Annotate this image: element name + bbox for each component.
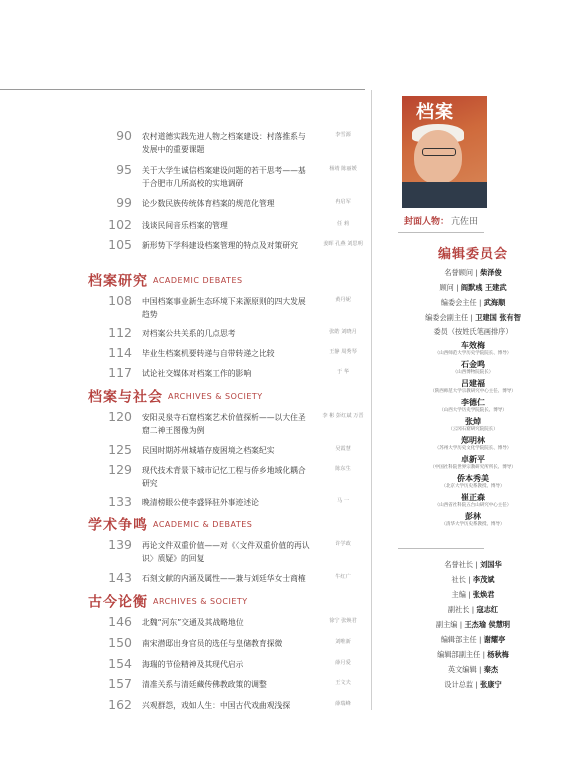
board-role-label: 编委会副主任 bbox=[425, 313, 469, 322]
toc-page-number: 105 bbox=[108, 237, 132, 252]
divider bbox=[398, 548, 484, 549]
board-role-row: 编委会主任 | 武海顺 bbox=[440, 298, 506, 307]
toc-title: 再论文件双重价值——对《〈文件双重价值的再认识〉质疑》的回复 bbox=[142, 541, 310, 563]
toc-page-number: 125 bbox=[108, 442, 132, 457]
board-role-names: 卫建国 张有智 bbox=[475, 313, 521, 322]
staff-names: 李茂斌 bbox=[472, 575, 495, 584]
toc-author: 冉启军 bbox=[335, 199, 351, 205]
toc-title: 海瑞的节俭精神及其现代启示 bbox=[142, 660, 244, 669]
staff-role: 编辑部副主任 bbox=[437, 650, 481, 659]
toc-title: 兴观群怨，戏如人生：中国古代戏曲观浅探 bbox=[142, 701, 291, 710]
board-member-name: 车效梅 bbox=[461, 341, 485, 350]
toc-title: 现代技术背景下城市记忆工程与侨乡地域化耦合研究 bbox=[142, 466, 306, 488]
board-role-names: 阎默彧 王建武 bbox=[460, 283, 507, 292]
board-member-name: 崔正森 bbox=[461, 493, 485, 502]
cover-person-face bbox=[414, 130, 462, 184]
board-role-row: 名誉顾问 | 柴泽俊 bbox=[444, 268, 502, 277]
board-member-affiliation: （中国社科院世界宗教研究所所长、博导） bbox=[430, 465, 516, 470]
staff-row: 编辑部主任 | 谢耀亭 bbox=[440, 635, 506, 644]
board-member-name: 郑明林 bbox=[461, 436, 485, 445]
staff-row: 编辑部副主任 | 杨秋梅 bbox=[437, 650, 509, 659]
toc-author: 王文夫 bbox=[335, 680, 351, 686]
cover-person-glasses bbox=[422, 148, 456, 156]
toc-title: 晚清榜眼公使李盛铎驻外事迹述论 bbox=[142, 498, 259, 507]
section-title-en: ACADEMIC DEBATES bbox=[153, 276, 243, 285]
staff-names: 张康宁 bbox=[480, 680, 502, 689]
board-member-name: 吕建福 bbox=[461, 379, 485, 388]
section-title-zh: 古今论衡 bbox=[88, 594, 148, 611]
staff-names: 秦杰 bbox=[483, 665, 499, 674]
toc-author: 刘唯新 bbox=[335, 639, 351, 645]
staff-names: 张焕君 bbox=[472, 590, 495, 599]
staff-row: 副主编 | 王杰瑜 侯慧明 bbox=[435, 620, 511, 629]
column-divider bbox=[371, 90, 372, 710]
toc-author: 薛月爱 bbox=[335, 660, 351, 666]
toc-title: 石刻文献的内涵及属性——兼与刘廷华女士商榷 bbox=[142, 574, 306, 583]
toc-title: 毕业生档案机要转递与自带转递之比较 bbox=[142, 349, 275, 358]
staff-names: 寇志红 bbox=[476, 605, 499, 614]
toc-title: 中国档案事业新生态环境下来源原则的四大发展趋势 bbox=[142, 297, 306, 319]
toc-page-number: 120 bbox=[108, 409, 132, 424]
section-heading-ancient-modern bbox=[88, 591, 358, 611]
board-role-row: 顾问 | 阎默彧 王建武 bbox=[439, 283, 507, 292]
board-member-affiliation: （北京大学历史系教授、博导） bbox=[441, 484, 505, 489]
board-role-label: 顾问 bbox=[439, 283, 454, 292]
toc-title: 北魏“河东”交通及其战略地位 bbox=[142, 618, 244, 627]
toc-page-number: 112 bbox=[108, 325, 132, 340]
divider bbox=[398, 232, 484, 233]
board-member-name: 卓新平 bbox=[461, 455, 485, 464]
staff-row: 设计总监 | 张康宁 bbox=[444, 680, 502, 689]
cover-person-shirt bbox=[402, 182, 487, 208]
cover-magazine-title: 档案 bbox=[416, 102, 454, 123]
toc-page-number: 117 bbox=[108, 365, 132, 380]
staff-role: 主编 bbox=[451, 590, 466, 599]
toc-author: 马 一 bbox=[336, 498, 350, 504]
staff-row: 英文编辑 | 秦杰 bbox=[447, 665, 499, 674]
section-title-zh: 学术争鸣 bbox=[88, 517, 148, 534]
toc-title: 清准关系与清廷藏传佛教政策的调整 bbox=[142, 680, 267, 689]
board-member-affiliation: （山西师范大学历史学院院长、博导） bbox=[434, 351, 512, 356]
toc-page-number: 102 bbox=[108, 217, 132, 232]
toc-author: 张皓 刘晓月 bbox=[329, 329, 357, 335]
staff-role: 英文编辑 bbox=[447, 665, 477, 674]
board-member-affiliation: （山西博物院院长） bbox=[452, 370, 494, 375]
cover-caption-label: 封面人物： bbox=[404, 217, 450, 227]
toc-page-number: 108 bbox=[108, 293, 132, 308]
staff-role: 副社长 bbox=[447, 605, 470, 614]
toc-page-number: 99 bbox=[116, 195, 132, 210]
toc-author: 陈东生 bbox=[335, 466, 351, 472]
toc-title: 南宋潜邸出身官员的选任与皇储教育探微 bbox=[142, 639, 283, 648]
toc-page-number: 154 bbox=[108, 656, 132, 671]
staff-role: 社长 bbox=[451, 575, 466, 584]
section-heading-archives-society bbox=[88, 386, 358, 406]
toc-title: 农村道德实践先进人物之档案建设：村落推系与发展中的重要课题 bbox=[142, 132, 306, 154]
toc-author: 许学政 bbox=[335, 541, 351, 547]
toc-page-number: 114 bbox=[108, 345, 132, 360]
toc-page-number: 90 bbox=[116, 128, 132, 143]
board-member-name: 侨本秀美 bbox=[457, 474, 489, 483]
section-title-en: ACADEMIC & DEBATES bbox=[153, 520, 253, 529]
editorial-board-title: 编辑委员会 bbox=[437, 247, 508, 262]
staff-names: 杨秋梅 bbox=[487, 650, 509, 659]
toc-author: 王静 周秀琴 bbox=[329, 349, 357, 355]
toc-title: 浅谈民间音乐档案的管理 bbox=[142, 221, 228, 230]
board-member-affiliation: （陕西师范大学宗教研究中心主任、博导） bbox=[430, 389, 516, 394]
section-heading-archive-research bbox=[88, 270, 358, 290]
board-member-name: 张焯 bbox=[465, 417, 481, 426]
toc-page-number: 143 bbox=[108, 570, 132, 585]
toc-author: 李雪源 bbox=[335, 132, 351, 138]
staff-row: 副社长 | 寇志红 bbox=[447, 605, 499, 614]
toc-page-number: 133 bbox=[108, 494, 132, 509]
staff-role: 设计总监 bbox=[444, 680, 474, 689]
board-member-affiliation: （云冈石窟研究院院长） bbox=[448, 427, 498, 432]
toc-title: 对档案公共关系的几点思考 bbox=[142, 329, 236, 338]
board-role-label: 委员（按姓氏笔画排序） bbox=[433, 327, 513, 336]
board-members-heading bbox=[393, 327, 553, 337]
toc-author: 吴霞慧 bbox=[335, 446, 351, 452]
staff-role: 名誉社长 bbox=[444, 560, 474, 569]
board-role-label: 名誉顾问 bbox=[444, 268, 474, 277]
section-title-en: ARCHIVES & SOCIETY bbox=[153, 597, 248, 606]
board-member-affiliation: （苏州大学历史文化学院院长、博导） bbox=[434, 446, 512, 451]
toc-title: 新形势下学科建设档案管理的特点及对策研究 bbox=[142, 241, 298, 250]
board-role-row: 编委会副主任 | 卫建国 张有智 bbox=[425, 313, 521, 322]
board-member-name: 李德仁 bbox=[461, 398, 485, 407]
toc-page-number: 162 bbox=[108, 697, 132, 712]
toc-author: 杨靖 陈丽媛 bbox=[329, 166, 357, 172]
toc-page-number: 150 bbox=[108, 635, 132, 650]
staff-row: 名誉社长 | 刘国华 bbox=[444, 560, 502, 569]
toc-author: 徐宁 张焕君 bbox=[329, 618, 357, 624]
toc-title: 安阳灵泉寺石窟档案艺术价值探析——以大住圣窟二神王图像为例 bbox=[142, 413, 306, 435]
toc-page-number: 129 bbox=[108, 462, 132, 477]
section-heading-academic-debates bbox=[88, 514, 358, 534]
cover-caption-name: 亢佐田 bbox=[451, 217, 479, 227]
toc-author: 任 莉 bbox=[336, 221, 350, 227]
board-role-label: 编委会主任 bbox=[440, 298, 477, 307]
staff-names: 刘国华 bbox=[480, 560, 502, 569]
board-role-names: 柴泽俊 bbox=[480, 268, 502, 277]
toc-title: 试论社交媒体对档案工作的影响 bbox=[142, 369, 252, 378]
staff-names: 谢耀亭 bbox=[483, 635, 506, 644]
toc-author: 李 彬 彭红斌 万晋 bbox=[322, 413, 364, 419]
board-role-names: 武海顺 bbox=[483, 298, 506, 307]
board-member-affiliation: （山西大学历史学院院长、博导） bbox=[439, 408, 507, 413]
toc-page-number: 157 bbox=[108, 676, 132, 691]
staff-row: 主编 | 张焕君 bbox=[451, 590, 495, 599]
toc-title: 关于大学生诚信档案建设问题的若干思考——基于合肥市几所高校的实地调研 bbox=[142, 166, 306, 188]
section-title-zh: 档案研究 bbox=[88, 273, 148, 290]
toc-page-number: 95 bbox=[116, 162, 132, 177]
board-member-affiliation: （清华大学历史系教授、博导） bbox=[441, 522, 505, 527]
board-member-name: 彭林 bbox=[465, 512, 481, 521]
toc-author: 黄丹妮 bbox=[335, 297, 351, 303]
toc-author: 牛红广 bbox=[335, 574, 351, 580]
cover-image bbox=[402, 96, 487, 208]
board-member-name: 石金鸣 bbox=[461, 360, 485, 369]
toc-page-number: 139 bbox=[108, 537, 132, 552]
toc-title: 民国时期苏州城墙存废困境之档案纪实 bbox=[142, 446, 275, 455]
staff-role: 编辑部主任 bbox=[440, 635, 477, 644]
section-title-en: ARCHIVES & SOCIETY bbox=[168, 392, 263, 401]
section-title-zh: 档案与社会 bbox=[88, 389, 163, 406]
toc-title: 论少数民族传统体育档案的规范化管理 bbox=[142, 199, 275, 208]
toc-author: 薛瑞峰 bbox=[335, 701, 351, 707]
cover-caption bbox=[404, 214, 524, 228]
staff-role: 副主编 bbox=[435, 620, 458, 629]
staff-row: 社长 | 李茂斌 bbox=[451, 575, 495, 584]
board-member-affiliation: （山西省社科院五台山研究中心主任） bbox=[434, 503, 512, 508]
toc-author: 于 华 bbox=[336, 369, 350, 375]
staff-names: 王杰瑜 侯慧明 bbox=[464, 620, 511, 629]
toc-page-number: 146 bbox=[108, 614, 132, 629]
toc-author: 姜晖 孔燕 刘思明 bbox=[323, 241, 363, 247]
